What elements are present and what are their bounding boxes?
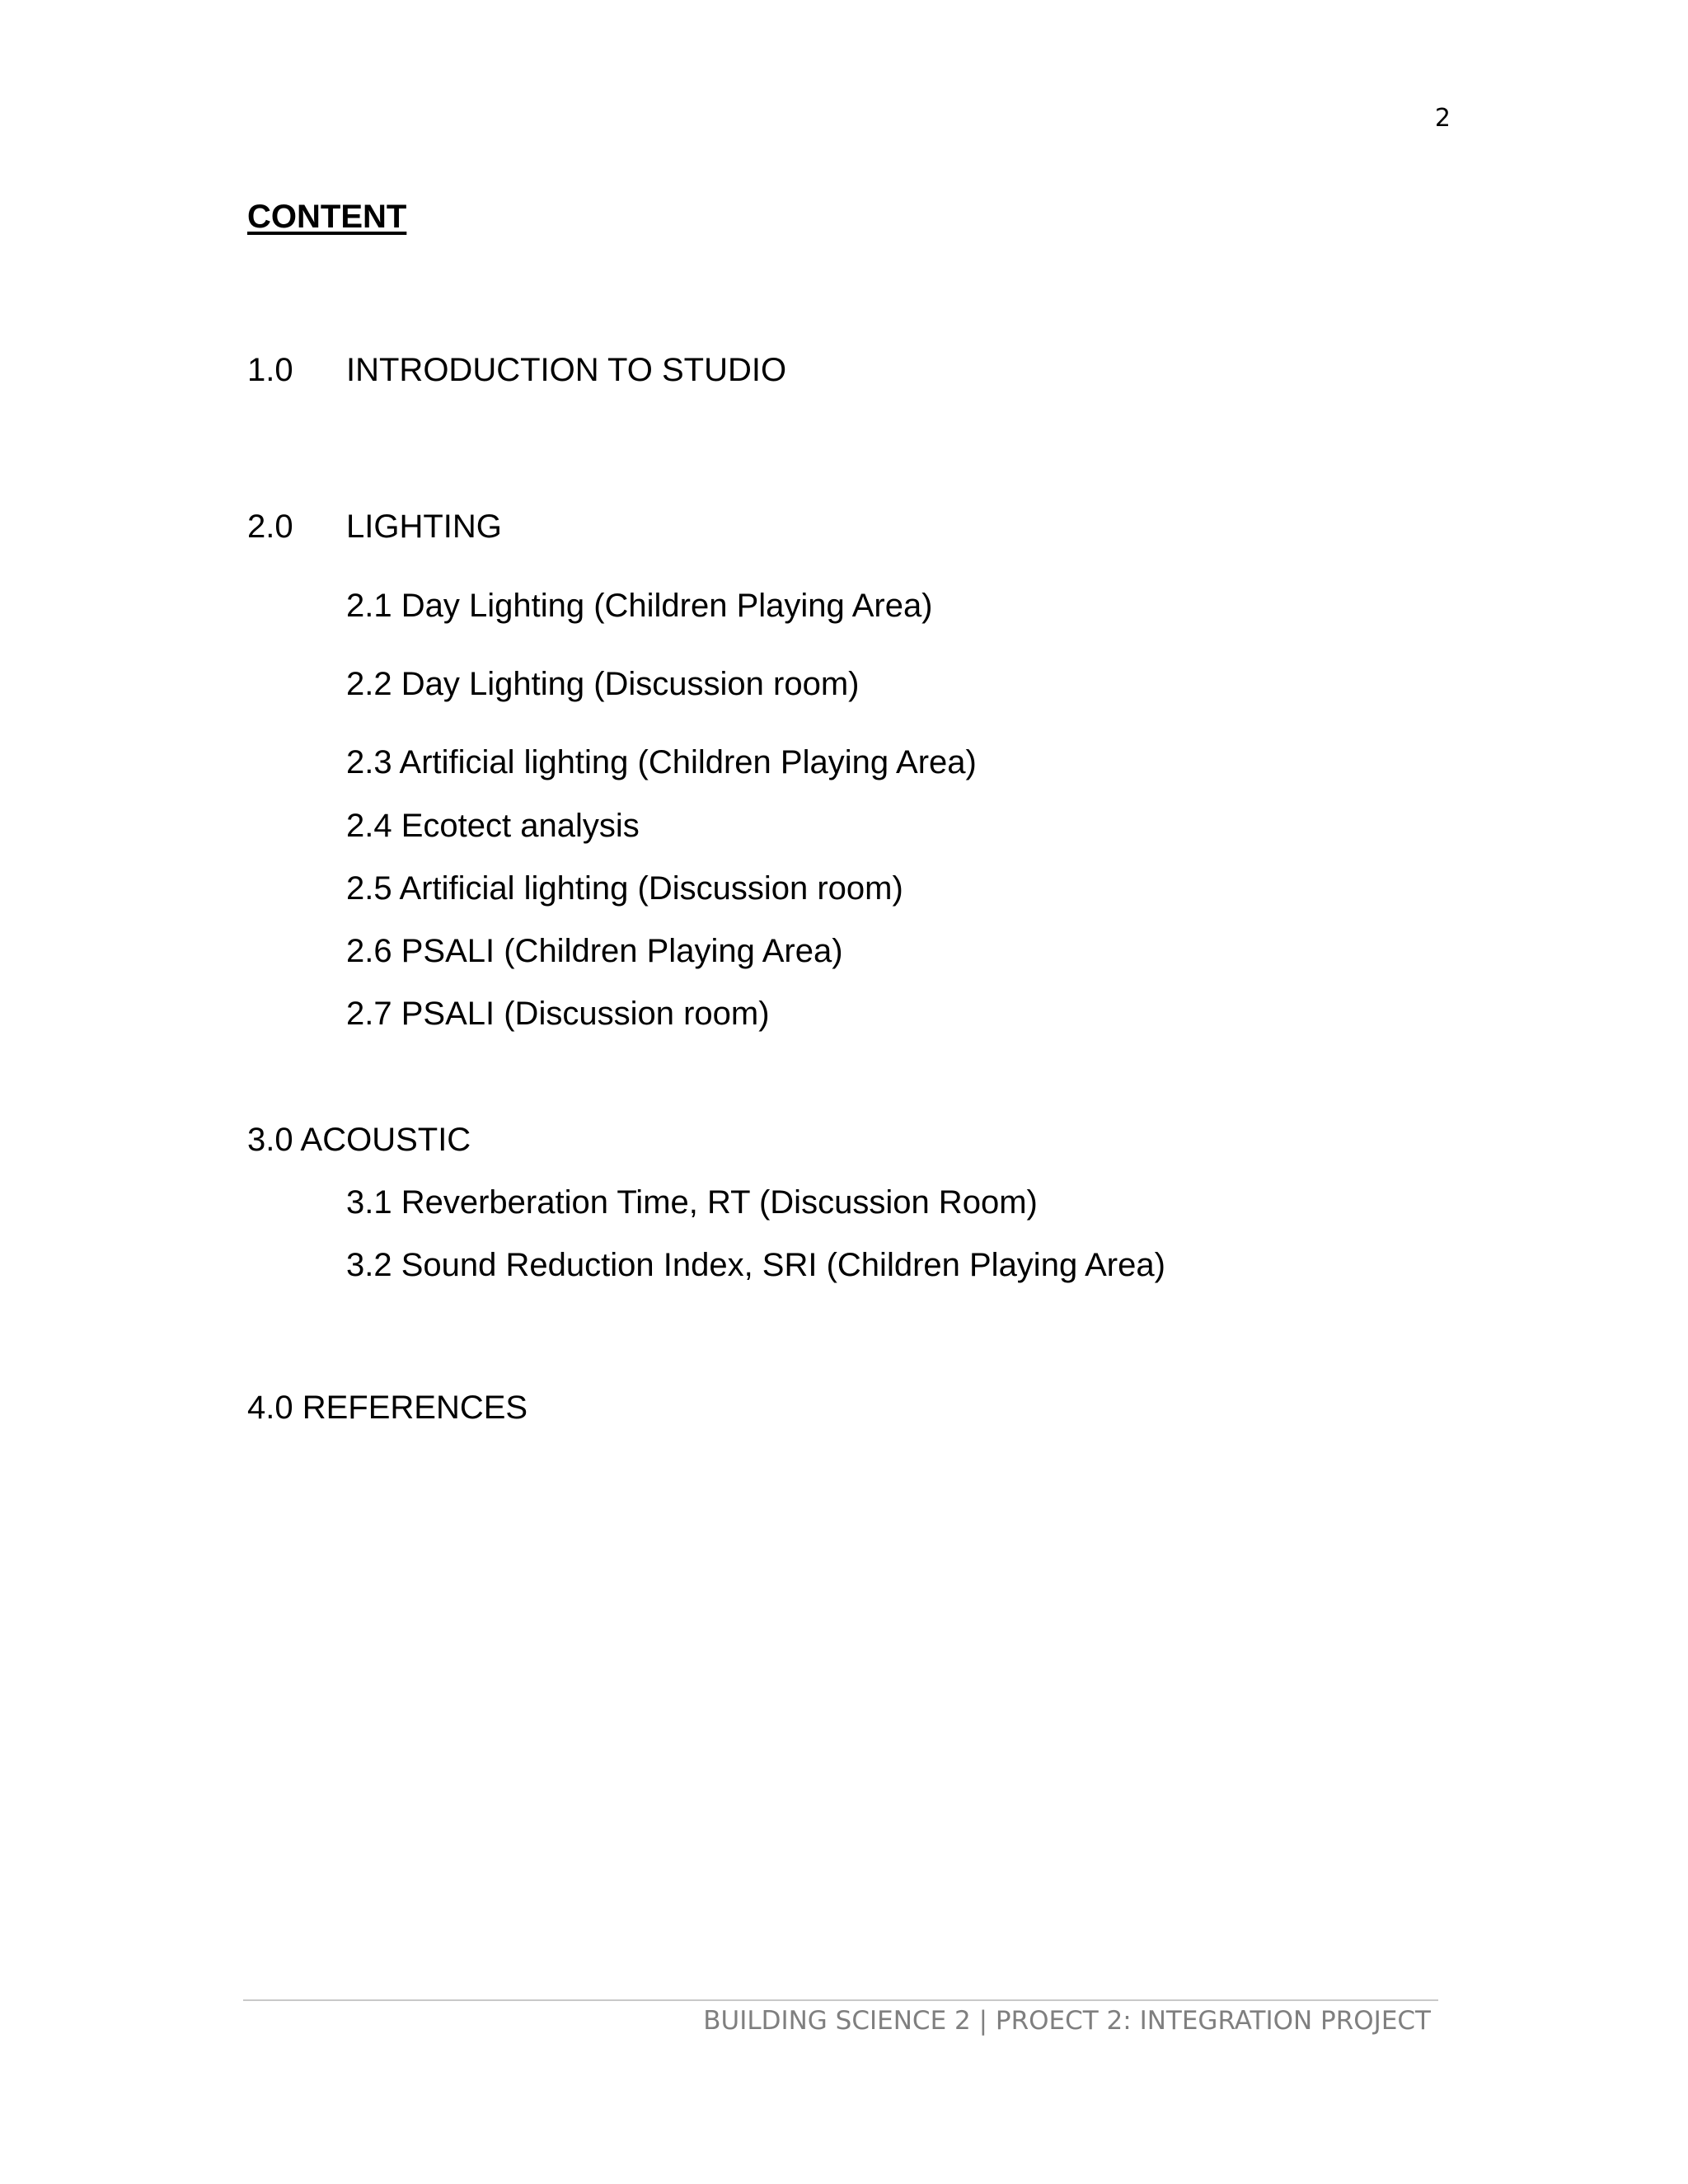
toc-subsection-item: 2.1 Day Lighting (Children Playing Area) [346, 588, 933, 624]
page-number: 2 [1434, 104, 1451, 133]
toc-subsection-item: 2.5 Artificial lighting (Discussion room) [346, 870, 903, 907]
footer-divider [243, 1999, 1438, 2001]
page-title: CONTENT [247, 199, 407, 235]
toc-subsection-item: 2.6 PSALI (Children Playing Area) [346, 933, 843, 969]
toc-section-label: LIGHTING [346, 509, 502, 545]
toc-subsection-item: 2.4 Ecotect analysis [346, 808, 640, 844]
toc-section-lighting [247, 506, 502, 547]
toc-subsection-item: 3.2 Sound Reduction Index, SRI (Children Playing Area) [346, 1247, 1165, 1283]
toc-section-label: REFERENCES [302, 1390, 528, 1426]
toc-section-number: 1.0 [247, 352, 293, 388]
toc-section-introduction [247, 349, 786, 391]
toc-section-label: ACOUSTIC [300, 1122, 471, 1158]
toc-subsection-item: 3.1 Reverberation Time, RT (Discussion Room) [346, 1184, 1038, 1221]
toc-section-number: 2.0 [247, 509, 293, 545]
toc-subsection-item: 2.3 Artificial lighting (Children Playing Area) [346, 744, 977, 780]
toc-section-number: 3.0 [247, 1122, 293, 1158]
toc-section-references [247, 1387, 528, 1428]
toc-section-label: INTRODUCTION TO STUDIO [346, 352, 787, 388]
toc-section-number: 4.0 [247, 1390, 293, 1426]
toc-section-acoustic [247, 1119, 471, 1160]
toc-subsection-item: 2.7 PSALI (Discussion room) [346, 996, 770, 1032]
toc-subsection-item: 2.2 Day Lighting (Discussion room) [346, 666, 860, 702]
footer-text: BUILDING SCIENCE 2 | PROECT 2: INTEGRATION PROJECT [703, 2006, 1431, 2036]
